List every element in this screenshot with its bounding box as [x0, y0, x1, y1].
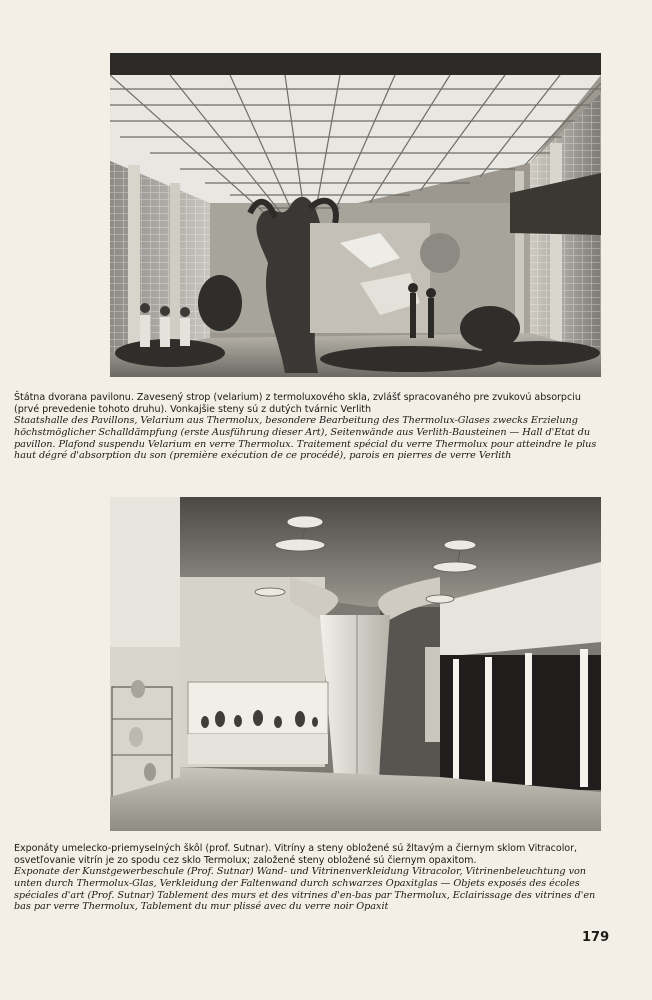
exhibition-caption	[14, 843, 606, 913]
state-hall-caption	[14, 392, 606, 462]
exhibition-room-photo	[110, 497, 601, 831]
caption-slovak: Exponáty umelecko-priemyselných škôl (prof. Sutnar). Vitríny a steny obložené sú žltavým a čiernym sklom Vitracolor, osvetľovanie vitrín je zo spodu cez sklo Termolux; založené steny obložené sú čiernym opaxitom.	[14, 843, 578, 866]
state-hall-photo	[110, 53, 601, 377]
caption-german-french: Exponate der Kunstgewerbeschule (Prof. Sutnar) Wand- und Vitrinenverkleidung Vitracolor, Vitrinenbeleuchtung von unten durch Thermolux-Glas, Verkleidung der Faltenwand durch schwarzes Opaxitglas — Objets exposés des écoles spéciales d'art (Prof. Sutnar) Tablement des murs et des vitrines d'en-bas par Thermolux, Eclairissage des vitrines d'en bas par verre Thermolux, Tablement du mur plissé avec du verre noir Opaxit	[14, 866, 596, 913]
caption-german-french: Staatshalle des Pavillons, Velarium aus Thermolux, besondere Bearbeitung des Thermolux-Glases zwecks Erzielung höchstmöglicher Schalldämpfung (erste Ausführung dieser Art), Seitenwände aus Verlith-Bausteinen — Hall d'Etat du pavillon. Plafond suspendu Velarium en verre Thermolux. Traitement spécial du verre Thermolux pour atteindre le plus haut dégré d'absorption du son (première exécution de ce procédé), parois en pierres de verre Verlith	[14, 415, 597, 462]
page-number: 179	[582, 930, 610, 945]
caption-slovak: Štátna dvorana pavilonu. Zavesený strop (velarium) z termoluxového skla, zvlášť spracovaného pre zvukovú absorpciu (prvé prevedenie tohoto druhu). Vonkajšie steny sú z dutých tvárnic Verlith	[14, 392, 581, 415]
state-hall-illustration	[110, 53, 601, 377]
exhibition-room-illustration	[110, 497, 601, 831]
